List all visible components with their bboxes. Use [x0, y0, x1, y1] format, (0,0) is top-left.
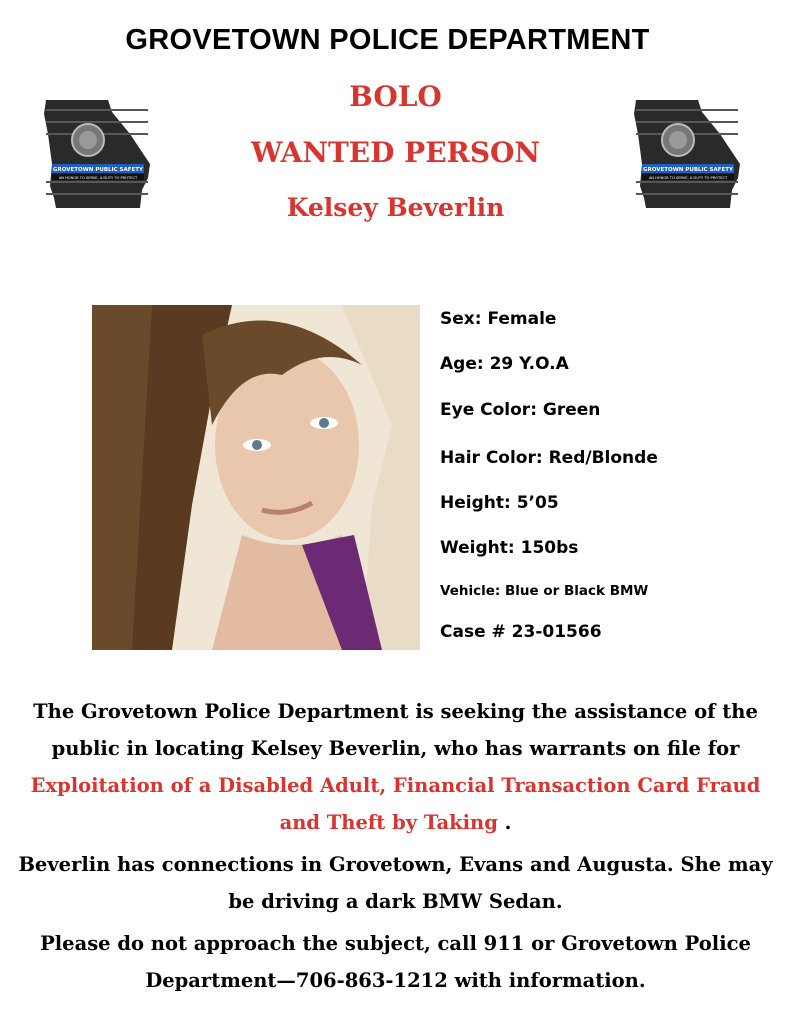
bolo-heading: BOLO	[349, 80, 442, 113]
detail-hair-color: Hair Color: Red/Blonde	[440, 448, 658, 468]
detail-sex: Sex: Female	[440, 309, 557, 329]
subject-name: Kelsey Beverlin	[286, 193, 505, 222]
wanted-person-heading: WANTED PERSON	[250, 136, 541, 169]
detail-case-number: Case # 23-01566	[440, 622, 602, 642]
svg-text:GROVETOWN PUBLIC SAFETY: GROVETOWN PUBLIC SAFETY	[53, 167, 143, 173]
detail-height: Height: 5’05	[440, 493, 559, 513]
subject-photo	[92, 305, 420, 650]
seeking-assistance-paragraph	[14, 693, 777, 841]
svg-text:GROVETOWN PUBLIC SAFETY: GROVETOWN PUBLIC SAFETY	[643, 167, 733, 173]
detail-vehicle: Vehicle: Blue or Black BMW	[440, 583, 649, 599]
svg-text:AN HONOR TO SERVE, A DUTY TO P: AN HONOR TO SERVE, A DUTY TO PROTECT	[58, 176, 138, 180]
department-title: GROVETOWN POLICE DEPARTMENT	[125, 24, 650, 56]
paragraph-intro: The Grovetown Police Department is seeking the assistance of the public in locating Kelsey Beverlin, who has warrants on file for	[33, 700, 758, 760]
connections-paragraph: Beverlin has connections in Grovetown, Evans and Augusta. She may be driving a dark BMW Sedan.	[18, 853, 773, 913]
contact-paragraph: Please do not approach the subject, call 911 or Grovetown Police Department—706-863-1212 with information.	[40, 932, 751, 992]
detail-weight: Weight: 150bs	[440, 538, 579, 558]
svg-text:AN HONOR TO SERVE, A DUTY TO P: AN HONOR TO SERVE, A DUTY TO PROTECT	[648, 176, 728, 180]
detail-age: Age: 29 Y.O.A	[440, 354, 569, 374]
detail-eye-color: Eye Color: Green	[440, 400, 601, 420]
paragraph-end: .	[497, 811, 512, 834]
warrant-charges: Exploitation of a Disabled Adult, Financial Transaction Card Fraud and Theft by Taking	[30, 774, 761, 834]
